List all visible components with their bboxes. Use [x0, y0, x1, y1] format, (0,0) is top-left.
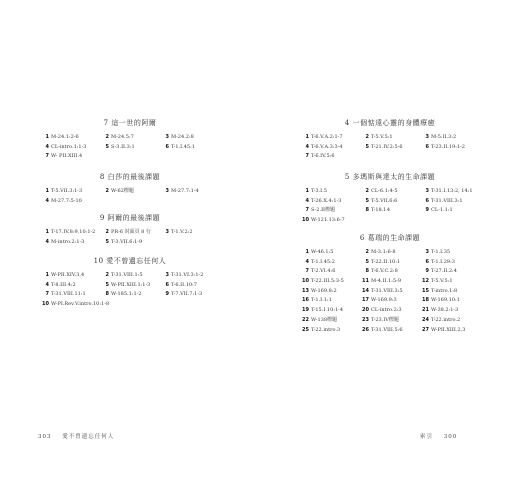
entry-reference: T-31.VIII.1:5	[111, 272, 143, 278]
index-entry	[160, 144, 220, 151]
entry-reference: T-31.VIII.5:6	[371, 326, 403, 333]
index-entry	[420, 268, 480, 275]
entry-number: 3	[425, 188, 429, 194]
entry-number: 4	[45, 281, 49, 288]
entry-number: 6	[425, 258, 429, 265]
entry-reference: W-PII.XIII.2,3	[431, 326, 466, 333]
entry-number: 3	[165, 134, 169, 140]
entry-reference: T-6.V.A.3:3-4	[311, 143, 343, 150]
index-section	[40, 172, 220, 204]
index-entry	[40, 239, 100, 246]
index-entry	[300, 144, 360, 151]
entry-number: 3	[425, 134, 429, 140]
entry-number: 1	[45, 134, 49, 140]
entry-reference: CL-intro.1:1-3	[51, 143, 87, 150]
entry-reference: T-26.X.4:1-3	[311, 197, 342, 204]
entry-number: 6	[165, 281, 169, 288]
entry-reference: T-23.IV標題	[371, 316, 399, 323]
entry-number: 5	[365, 258, 369, 265]
index-entry	[360, 268, 420, 275]
entry-reference: T-6.II.10:7	[171, 281, 197, 288]
index-entry	[100, 134, 160, 141]
entry-number: 7	[45, 291, 49, 298]
page-number: 303	[38, 434, 52, 440]
entry-reference: T-7.VII.7:1-3	[171, 291, 203, 298]
entry-number: 5	[105, 238, 109, 245]
index-entry	[160, 134, 220, 141]
entry-reference: T-1.I.45:2	[311, 258, 335, 265]
index-entry	[300, 188, 360, 195]
entry-number: 27	[422, 326, 429, 333]
index-entry	[360, 259, 420, 266]
index-entry	[100, 229, 160, 236]
entry-reference: T-6.V.A.2:1-7	[311, 134, 343, 140]
index-entry	[300, 317, 360, 324]
index-entry	[300, 259, 360, 266]
entry-number: 8	[105, 291, 109, 298]
entry-reference: T-31.VIII.11:1	[51, 291, 86, 298]
index-entry	[360, 317, 420, 324]
section-title: 6 葛瑞的生命課題	[359, 234, 421, 242]
index-entry	[300, 288, 360, 295]
index-entry	[420, 134, 480, 141]
entry-reference: M-5.II.3:2	[431, 134, 457, 140]
entry-reference: T-17.IV.8:9,10:1-2	[51, 229, 96, 235]
index-entry	[360, 307, 420, 314]
entry-number: 4	[45, 238, 49, 245]
index-entry	[300, 327, 360, 334]
entry-reference: S-3.II.3:1	[111, 143, 135, 150]
entry-reference: T-22.intro.2	[431, 316, 461, 323]
entry-reference: T-31.VI.3:1-2	[171, 272, 204, 278]
entry-reference: M-24.2:8	[171, 134, 194, 140]
entry-number: 23	[362, 316, 369, 323]
index-entry	[40, 198, 100, 205]
index-entry	[300, 198, 360, 205]
index-section	[300, 233, 480, 333]
entry-number: 14	[362, 287, 369, 294]
entry-reference: T-31.I.13:2, 14:1	[431, 188, 473, 194]
entry-number: 1	[45, 188, 49, 194]
entry-reference: M-24.1:2-6	[51, 134, 79, 140]
section-title: 9 阿爾的最後課題	[99, 214, 161, 222]
entry-number: 2	[105, 188, 109, 194]
entry-grid	[300, 249, 480, 333]
page-number: 300	[443, 434, 458, 440]
right-page	[260, 0, 520, 500]
index-entry	[300, 217, 360, 224]
entry-reference: T-3.VII.6:1-9	[111, 238, 143, 245]
index-entry	[100, 144, 160, 151]
entry-number: 7	[305, 268, 309, 275]
index-entry	[420, 259, 480, 266]
index-entry	[420, 327, 480, 334]
entry-reference: T-5.VII.3:1-3	[51, 188, 83, 194]
index-entry	[100, 239, 160, 246]
entry-number: 1	[45, 229, 49, 235]
section-title: 7 這一世的阿爾	[103, 119, 157, 127]
index-entry	[360, 207, 420, 214]
entry-grid	[40, 188, 220, 204]
entry-grid	[40, 272, 220, 308]
index-entry	[160, 229, 220, 236]
entry-number: 4	[305, 143, 309, 150]
entry-number: 3	[165, 272, 169, 278]
index-entry	[300, 307, 360, 314]
entry-reference: W-169.8:2	[311, 287, 337, 294]
entry-reference: S-2.II標題	[311, 207, 336, 214]
index-section	[300, 172, 480, 224]
entry-number: 2	[365, 249, 369, 255]
index-entry	[160, 188, 220, 195]
index-entry	[40, 153, 100, 160]
entry-reference: CL-6.1:4-5	[371, 188, 398, 194]
entry-number: 3	[165, 188, 169, 194]
entry-reference: T-15.I.10:1-4	[311, 307, 343, 314]
entry-number: 20	[362, 307, 369, 314]
entry-reference: T-5.VII.6:6	[371, 197, 398, 204]
index-entry	[420, 288, 480, 295]
index-entry	[160, 272, 220, 279]
index-entry	[300, 297, 360, 304]
index-entry	[100, 291, 160, 298]
entry-grid	[300, 134, 480, 160]
index-entry	[360, 188, 420, 195]
index-entry	[100, 282, 160, 289]
entry-number: 2	[105, 272, 109, 278]
index-entry	[160, 282, 220, 289]
entry-reference: M-intro.2:1-3	[51, 238, 85, 245]
index-entry	[100, 188, 160, 195]
index-entry	[300, 249, 360, 256]
section-title: 5 多瑪斯與達太的生命課題	[344, 173, 436, 181]
entry-reference: T-1.I.45:1	[171, 143, 195, 150]
entry-number: 6	[165, 143, 169, 150]
index-entry	[300, 278, 360, 285]
entry-grid	[40, 134, 220, 160]
entry-number: 18	[422, 297, 429, 304]
entry-number: 8	[365, 207, 369, 214]
section-title: 8 白莎的最後課題	[99, 173, 161, 181]
entry-number: 21	[422, 307, 429, 314]
entry-reference: T-1.I.29:3	[431, 258, 455, 265]
index-entry	[100, 272, 160, 279]
index-section	[40, 213, 220, 245]
entry-reference: T-31.VIII.3:5	[371, 287, 403, 294]
index-entry	[40, 272, 100, 279]
entry-number: 2	[365, 134, 369, 140]
entry-number: 3	[165, 229, 169, 235]
entry-reference: W-PII.XIII.1:1-3	[111, 281, 151, 288]
index-entry	[300, 134, 360, 141]
index-entry	[40, 282, 100, 289]
entry-number: 7	[305, 153, 309, 160]
entry-number: 10	[42, 301, 49, 308]
entry-grid	[40, 229, 220, 245]
entry-number: 2	[365, 188, 369, 194]
entry-number: 3	[425, 249, 429, 255]
entry-number: 19	[302, 307, 309, 314]
entry-reference: T-1.I.35	[431, 249, 451, 255]
entry-grid	[300, 188, 480, 224]
index-section	[300, 118, 480, 160]
entry-reference: CL-1.1:1	[431, 207, 453, 214]
entry-number: 2	[105, 134, 109, 140]
entry-reference: T-22.intro.3	[311, 326, 341, 333]
entry-reference: T-22.III.5:3-5	[311, 278, 344, 285]
entry-reference: T-intro.1:8	[431, 287, 458, 294]
entry-number: 4	[45, 143, 49, 150]
entry-reference: W-169.9:3	[371, 297, 397, 304]
left-footer	[38, 432, 114, 440]
entry-number: 6	[425, 143, 429, 150]
entry-number: 26	[362, 326, 369, 333]
entry-reference: W-185.1:1-2	[111, 291, 142, 298]
index-entry	[160, 291, 220, 298]
entry-reference: T-18.I.4	[371, 207, 391, 214]
index-entry	[40, 301, 110, 308]
entry-number: 1	[305, 134, 309, 140]
entry-reference: W-38.2:1-3	[431, 307, 459, 314]
index-entry	[420, 207, 480, 214]
entry-number: 24	[422, 316, 429, 323]
index-entry	[300, 268, 360, 275]
index-entry	[360, 198, 420, 205]
entry-number: 4	[45, 197, 49, 204]
entry-number: 8	[365, 268, 369, 275]
entry-number: 11	[362, 278, 369, 285]
entry-reference: T-2.VI.4:6	[311, 268, 336, 275]
entry-reference: W-PII.XIV.3,4	[51, 272, 85, 278]
entry-reference: W-62標題	[111, 188, 134, 194]
entry-number: 6	[425, 197, 429, 204]
entry-number: 13	[302, 287, 309, 294]
index-entry	[360, 249, 420, 256]
entry-reference: W-121.13:6-7	[311, 217, 345, 224]
entry-reference: W-138標題	[311, 316, 338, 323]
entry-reference: W-169.10:1	[431, 297, 460, 304]
entry-number: 5	[365, 197, 369, 204]
entry-reference: T-5.V.5:1	[371, 134, 393, 140]
entry-number: 5	[105, 143, 109, 150]
index-entry	[420, 317, 480, 324]
index-entry	[360, 288, 420, 295]
entry-reference: T-23.II.19:1-2	[431, 143, 465, 150]
entry-number: 10	[302, 278, 309, 285]
entry-number: 12	[422, 278, 429, 285]
entry-reference: T-3.I.5	[311, 188, 327, 194]
section-title: 10 愛不曾遺忘任何人	[93, 257, 167, 265]
index-entry	[40, 291, 100, 298]
entry-reference: M-3.1:6-8	[371, 249, 396, 255]
entry-number: 9	[165, 291, 169, 298]
entry-reference: W-46.1:5	[311, 249, 334, 255]
entry-reference: M-27.7:5-10	[51, 197, 82, 204]
entry-reference: T-6.V.C.2:8	[371, 268, 398, 275]
index-entry	[360, 144, 420, 151]
entry-reference: T-6.IV.5:6	[311, 153, 335, 160]
entry-number: 25	[302, 326, 309, 333]
index-entry	[420, 297, 480, 304]
index-entry	[300, 153, 360, 160]
entry-reference: T-27.II.2:4	[431, 268, 457, 275]
index-entry	[360, 278, 420, 285]
index-entry	[420, 278, 480, 285]
index-section	[40, 118, 220, 160]
index-section	[40, 256, 220, 308]
entry-number: 16	[302, 297, 309, 304]
entry-number: 9	[425, 207, 429, 214]
entry-reference: W- PII.XIII.4	[51, 153, 83, 160]
entry-number: 9	[425, 268, 429, 275]
entry-number: 7	[305, 207, 309, 214]
index-entry	[360, 297, 420, 304]
index-entry	[40, 229, 100, 236]
entry-reference: PR-6 封面頁 8 行	[111, 229, 151, 235]
section-title: 4 一個惦遠心靈的身體療癒	[344, 119, 436, 127]
entry-reference: T-1.I.1:1	[311, 297, 332, 304]
entry-number: 7	[45, 153, 49, 160]
entry-number: 15	[422, 287, 429, 294]
index-entry	[300, 207, 360, 214]
entry-number: 2	[105, 229, 109, 235]
entry-number: 4	[305, 197, 309, 204]
entry-number: 10	[302, 217, 309, 224]
index-entry	[40, 188, 100, 195]
entry-reference: T-21.IV.2:5-6	[371, 143, 403, 150]
index-entry	[420, 188, 480, 195]
index-entry	[420, 249, 480, 256]
index-entry	[40, 144, 100, 151]
entry-number: 1	[305, 249, 309, 255]
entry-reference: W-PI.Rev.V.intro.10:1-8	[51, 301, 110, 308]
running-title: 索引	[420, 434, 434, 440]
entry-number: 5	[105, 281, 109, 288]
index-entry	[360, 134, 420, 141]
entry-reference: T-1.V.2:2	[171, 229, 193, 235]
entry-number: 17	[362, 297, 369, 304]
entry-number: 1	[45, 272, 49, 278]
entry-number: 5	[365, 143, 369, 150]
index-entry	[360, 327, 420, 334]
entry-number: 4	[305, 258, 309, 265]
entry-reference: CL-intro.2:3	[371, 307, 402, 314]
entry-reference: M-24.5:7	[111, 134, 134, 140]
entry-number: 22	[302, 316, 309, 323]
index-entry	[420, 144, 480, 151]
entry-reference: T-31.VIII.3:1	[431, 197, 463, 204]
index-entry	[420, 307, 480, 314]
entry-reference: M-4.II.1:5-9	[371, 278, 402, 285]
entry-reference: M-27.7:1-4	[171, 188, 199, 194]
entry-number: 1	[305, 188, 309, 194]
entry-reference: T-22.II.10:1	[371, 258, 401, 265]
running-title: 愛不曾遺忘任何人	[62, 434, 115, 440]
index-entry	[40, 134, 100, 141]
entry-reference: T-5.V.5:1	[431, 278, 453, 285]
index-entry	[420, 198, 480, 205]
entry-reference: T-8.III.4:2	[51, 281, 76, 288]
right-footer	[420, 432, 457, 440]
